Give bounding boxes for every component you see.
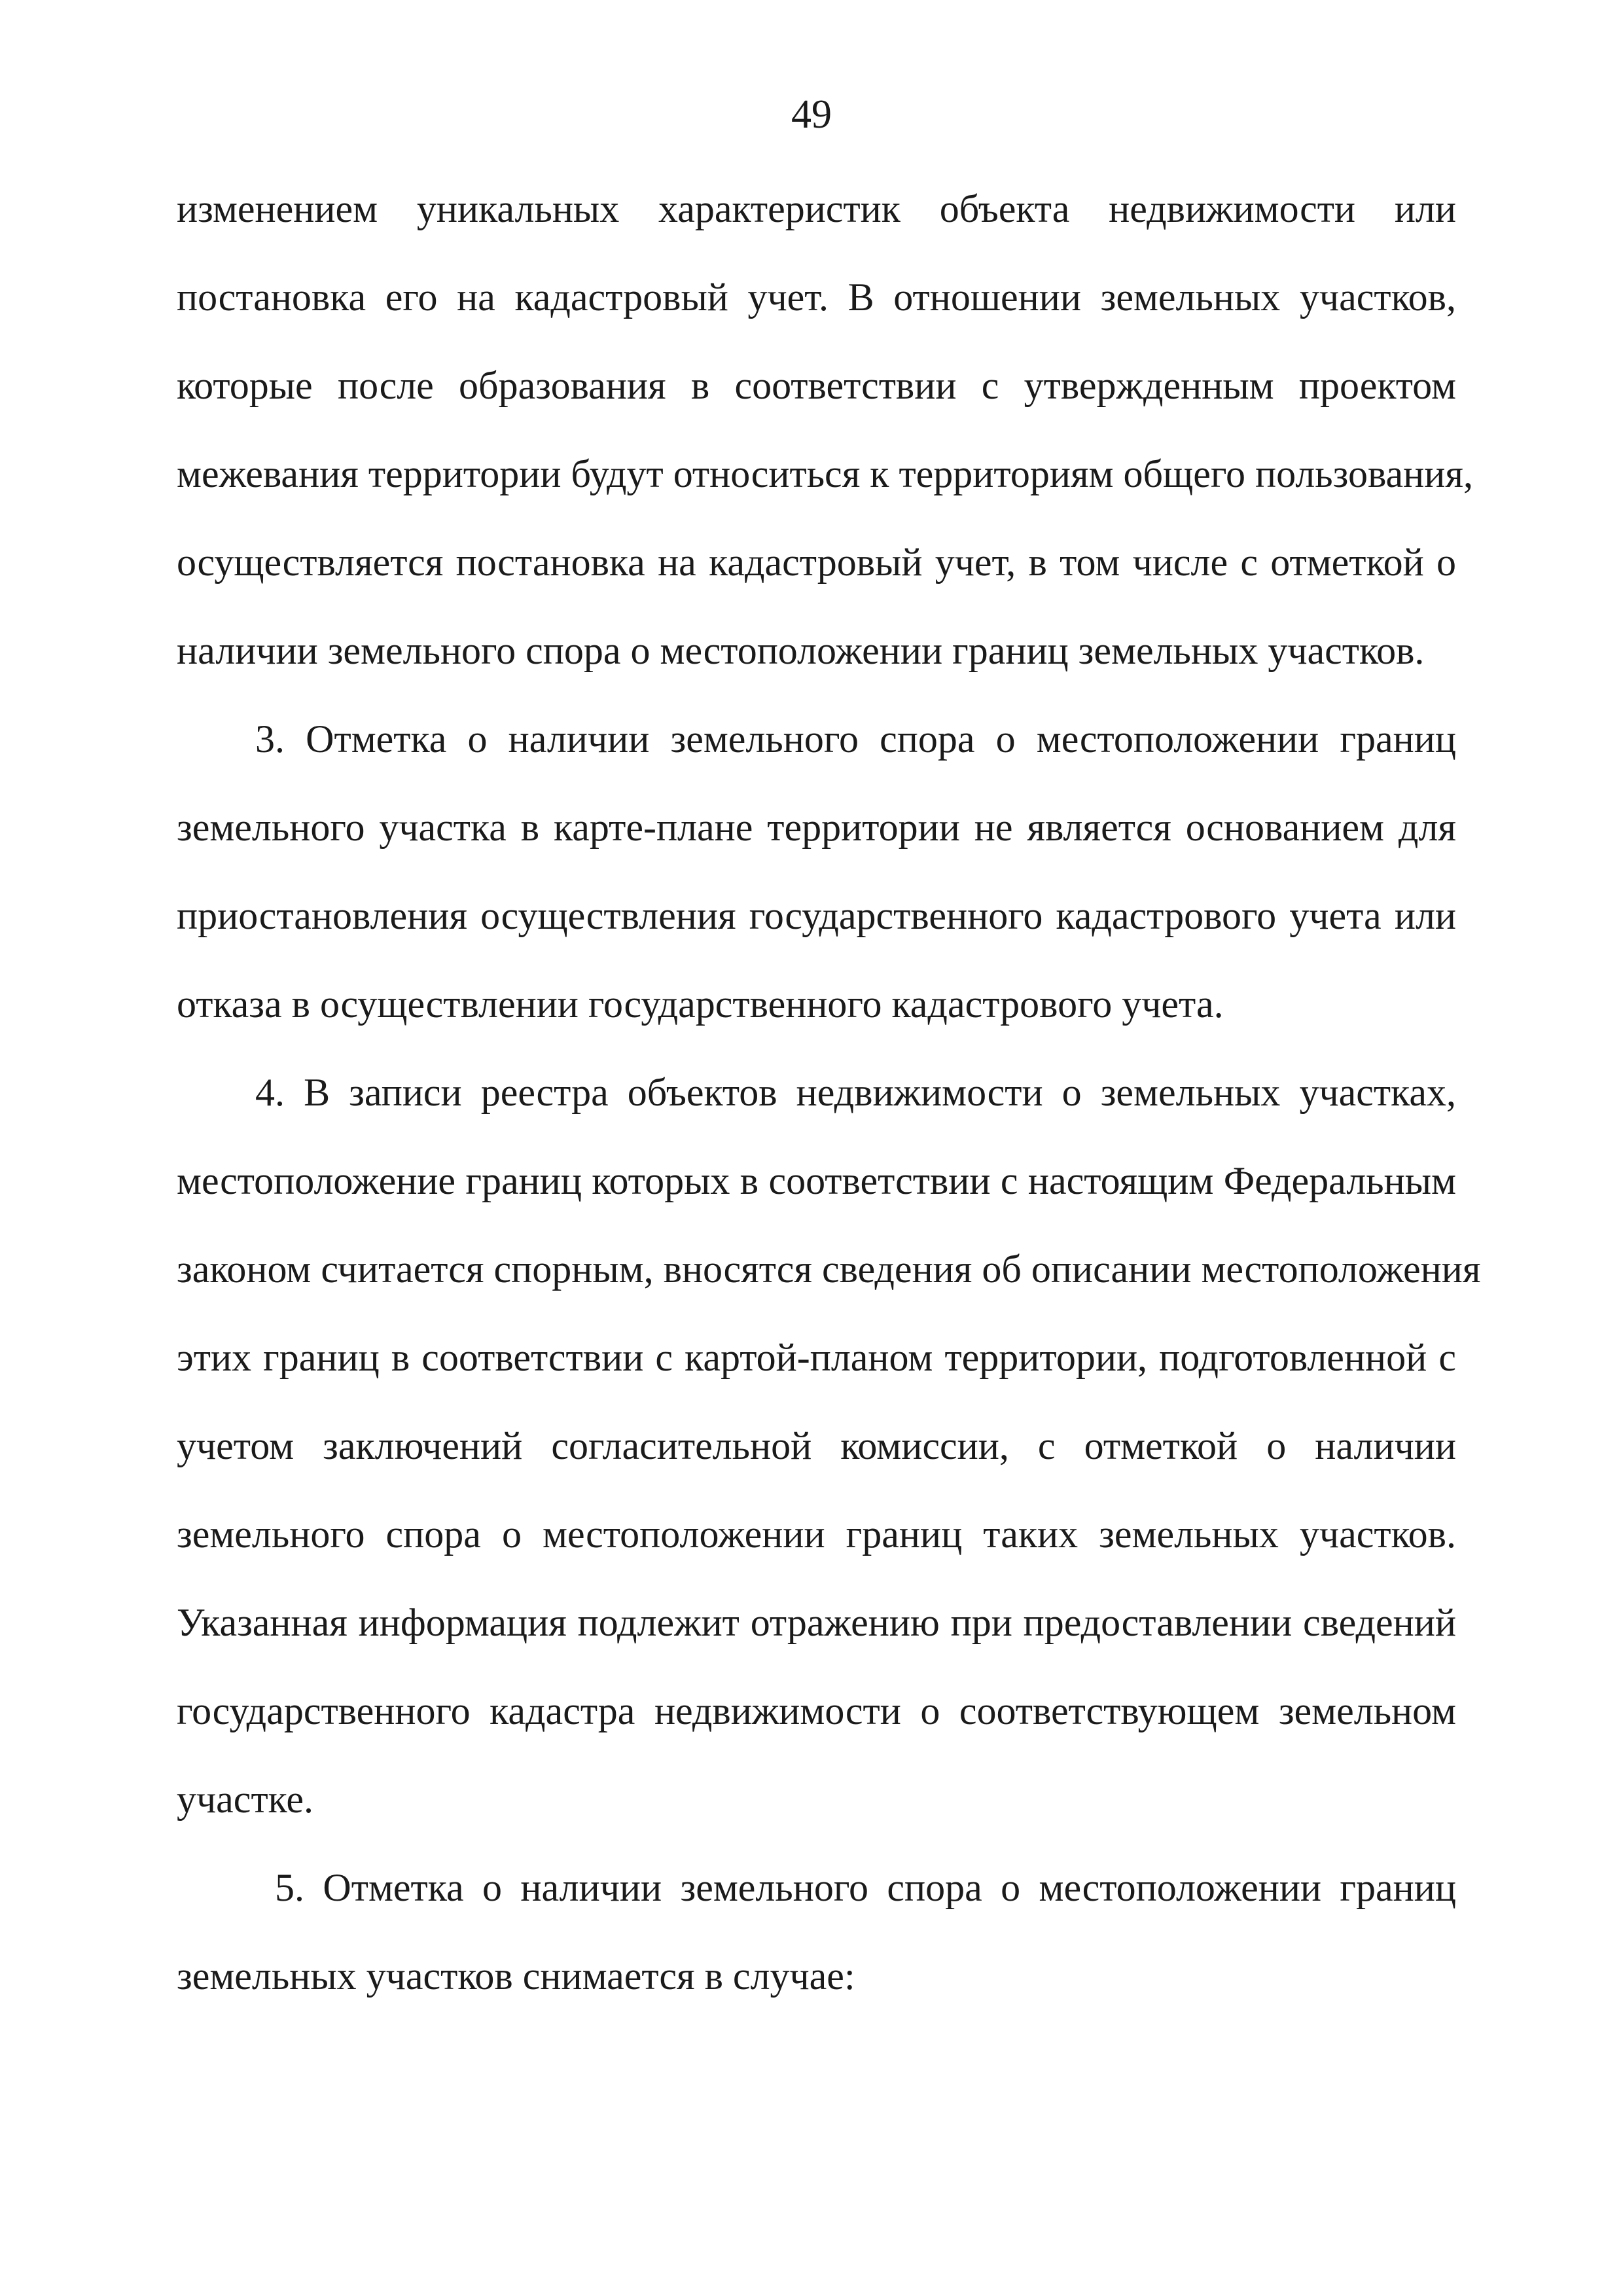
text-line: учетом заключений согласительной комиссии, с отметкой о наличии — [177, 1424, 1456, 1467]
text-line: местоположение границ которых в соответствии с настоящим Федеральным — [177, 1159, 1456, 1202]
text-line: государственного кадастра недвижимости о соответствующем земельном — [177, 1689, 1456, 1732]
text-line: земельных участков снимается в случае: — [177, 1954, 855, 1998]
text-line: наличии земельного спора о местоположении границ земельных участков. — [177, 629, 1425, 672]
text-line: приостановления осуществления государственного кадастрового учета или — [177, 894, 1456, 937]
paragraph-3-start: 3. Отметка о наличии земельного спора о местоположении границ — [255, 717, 1456, 761]
text-line: осуществляется постановка на кадастровый учет, в том числе с отметкой о — [177, 541, 1456, 584]
text-line: отказа в осуществлении государственного кадастрового учета. — [177, 982, 1224, 1026]
text-line: законом считается спорным, вносятся сведения об описании местоположения — [177, 1247, 1481, 1291]
text-line: этих границ в соответствии с картой-планом территории, подготовленной с — [177, 1336, 1456, 1379]
text-line: земельного участка в карте-плане территории не является основанием для — [177, 806, 1456, 849]
text-line: межевания территории будут относиться к территориям общего пользования, — [177, 452, 1473, 495]
page-number: 49 — [791, 92, 832, 137]
text-line: земельного спора о местоположении границ таких земельных участков. — [177, 1513, 1456, 1556]
text-line: изменением уникальных характеристик объекта недвижимости или — [177, 187, 1456, 230]
paragraph-5-start: 5. Отметка о наличии земельного спора о местоположении границ — [275, 1866, 1456, 1909]
text-line: постановка его на кадастровый учет. В отношении земельных участков, — [177, 276, 1456, 319]
text-line: Указанная информация подлежит отражению при предоставлении сведений — [177, 1601, 1456, 1644]
document-body — [177, 184, 1481, 2039]
text-line: участке. — [177, 1778, 313, 1821]
paragraph-4-start: 4. В записи реестра объектов недвижимости о земельных участках, — [255, 1071, 1456, 1114]
text-line: которые после образования в соответствии с утвержденным проектом — [177, 364, 1456, 407]
